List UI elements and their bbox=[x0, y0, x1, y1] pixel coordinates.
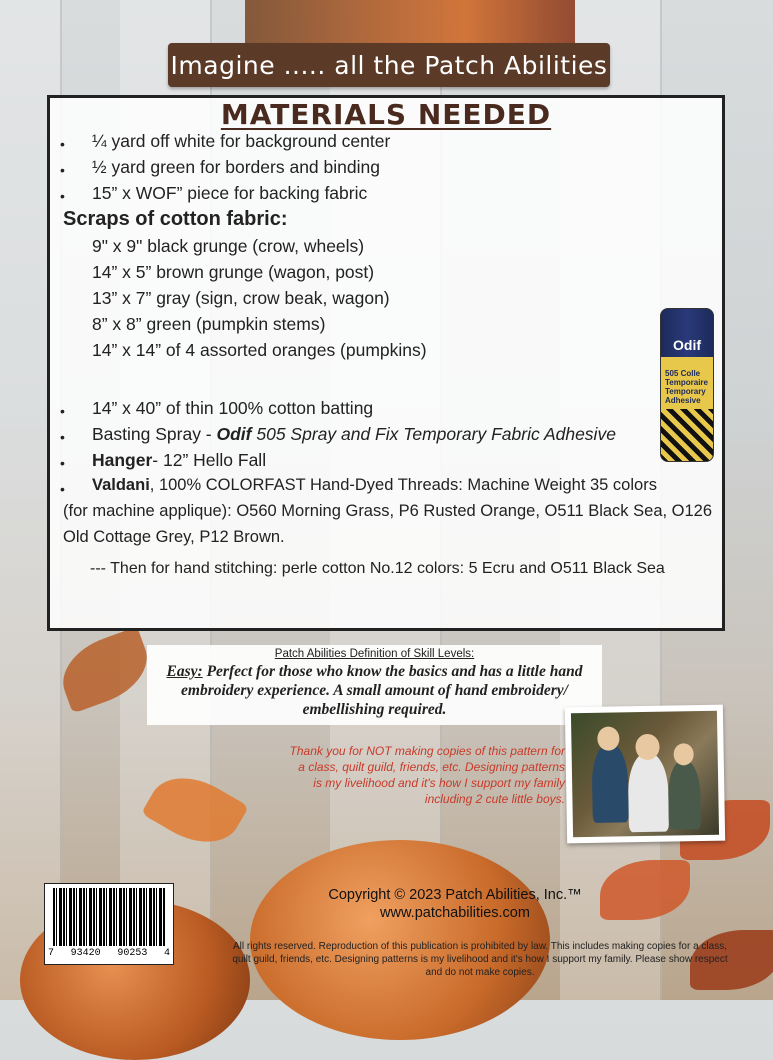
scrap-item: 14” x 5” brown grunge (wagon, post) bbox=[92, 262, 375, 282]
basting-brand: Odif bbox=[216, 424, 252, 444]
thank-you-note: Thank you for NOT making copies of this pattern for a class, quilt guild, friends, etc. Designing patterns is my livelihood and it's how I support my family including 2 cute little boys. bbox=[289, 744, 565, 806]
can-label: 505 Colle Temporaire Temporary Adhesive bbox=[665, 369, 708, 405]
basting-label: Basting Spray - bbox=[92, 424, 217, 444]
valdani-line-3: Old Cottage Grey, P12 Brown. bbox=[63, 528, 285, 546]
scraps-heading: Scraps of cotton fabric: bbox=[63, 208, 288, 230]
basting-product: 505 Spray and Fix Temporary Fabric Adhesive bbox=[251, 424, 616, 444]
bullet-icon: • bbox=[60, 162, 65, 178]
can-brand: Odif bbox=[673, 337, 701, 353]
panel-title: MATERIALS NEEDED bbox=[220, 98, 552, 131]
list-item-valdani bbox=[92, 476, 657, 495]
list-item: 15” x WOF” piece for backing fabric bbox=[92, 183, 368, 203]
copyright-text: Copyright © 2023 Patch Abilities, Inc.™ bbox=[328, 887, 582, 903]
list-item: ½ yard green for borders and binding bbox=[92, 157, 380, 177]
bullet-icon: • bbox=[60, 403, 65, 419]
list-item-basting bbox=[92, 424, 616, 445]
bullet-icon: • bbox=[60, 136, 65, 152]
valdani-detail: , 100% COLORFAST Hand-Dyed Threads: Machine Weight 35 colors bbox=[149, 476, 657, 494]
scrap-item: 14” x 14” of 4 assorted oranges (pumpkins) bbox=[92, 340, 427, 360]
rights-notice: All rights reserved. Reproduction of this publication is prohibited by law. This includes making copies for a class, quilt guild, friends, etc. Designing patterns is my livelihood and it's how I support my family. Please show respect and do not make copies. bbox=[232, 941, 728, 978]
list-item: 14” x 40” of thin 100% cotton batting bbox=[92, 398, 374, 418]
bullet-icon: • bbox=[60, 188, 65, 204]
hand-stitching-note: --- Then for hand stitching: perle cotton No.12 colors: 5 Ecru and O511 Black Sea bbox=[90, 560, 665, 577]
valdani-label: Valdani bbox=[92, 476, 150, 494]
list-item: ¼ yard off white for background center bbox=[92, 131, 391, 151]
hanger-label: Hanger bbox=[92, 450, 153, 470]
banner-text: Imagine ..... all the Patch Abilities bbox=[170, 50, 608, 80]
skill-description: Easy: Perfect for those who know the basics and has a little hand embroidery experience. A small amount of hand embroidery/ embellishing required. bbox=[166, 663, 583, 718]
materials-panel bbox=[47, 95, 725, 631]
barcode: 7 93420 90253 4 bbox=[44, 883, 174, 965]
bullet-icon: • bbox=[60, 481, 65, 497]
skill-level-box bbox=[147, 645, 602, 725]
copyright-block bbox=[290, 886, 620, 922]
scrap-item: 9" x 9" black grunge (crow, wheels) bbox=[92, 236, 365, 256]
bullet-icon: • bbox=[60, 455, 65, 471]
header-banner bbox=[168, 43, 610, 87]
list-item-hanger bbox=[92, 450, 266, 471]
scrap-item: 8” x 8” green (pumpkin stems) bbox=[92, 314, 326, 334]
bullet-icon: • bbox=[60, 429, 65, 445]
hanger-detail: - 12” Hello Fall bbox=[152, 450, 267, 470]
valdani-line-2: (for machine applique): O560 Morning Grass, P6 Rusted Orange, O511 Black Sea, O126 bbox=[63, 502, 713, 520]
website-link[interactable]: www.patchabilities.com bbox=[380, 905, 530, 921]
adhesive-can-image bbox=[660, 308, 714, 462]
scrap-item: 13” x 7” gray (sign, crow beak, wagon) bbox=[92, 288, 390, 308]
family-photo bbox=[565, 705, 725, 844]
skill-level-label: Easy: bbox=[166, 663, 203, 680]
skill-heading: Patch Abilities Definition of Skill Levels: bbox=[274, 648, 475, 660]
